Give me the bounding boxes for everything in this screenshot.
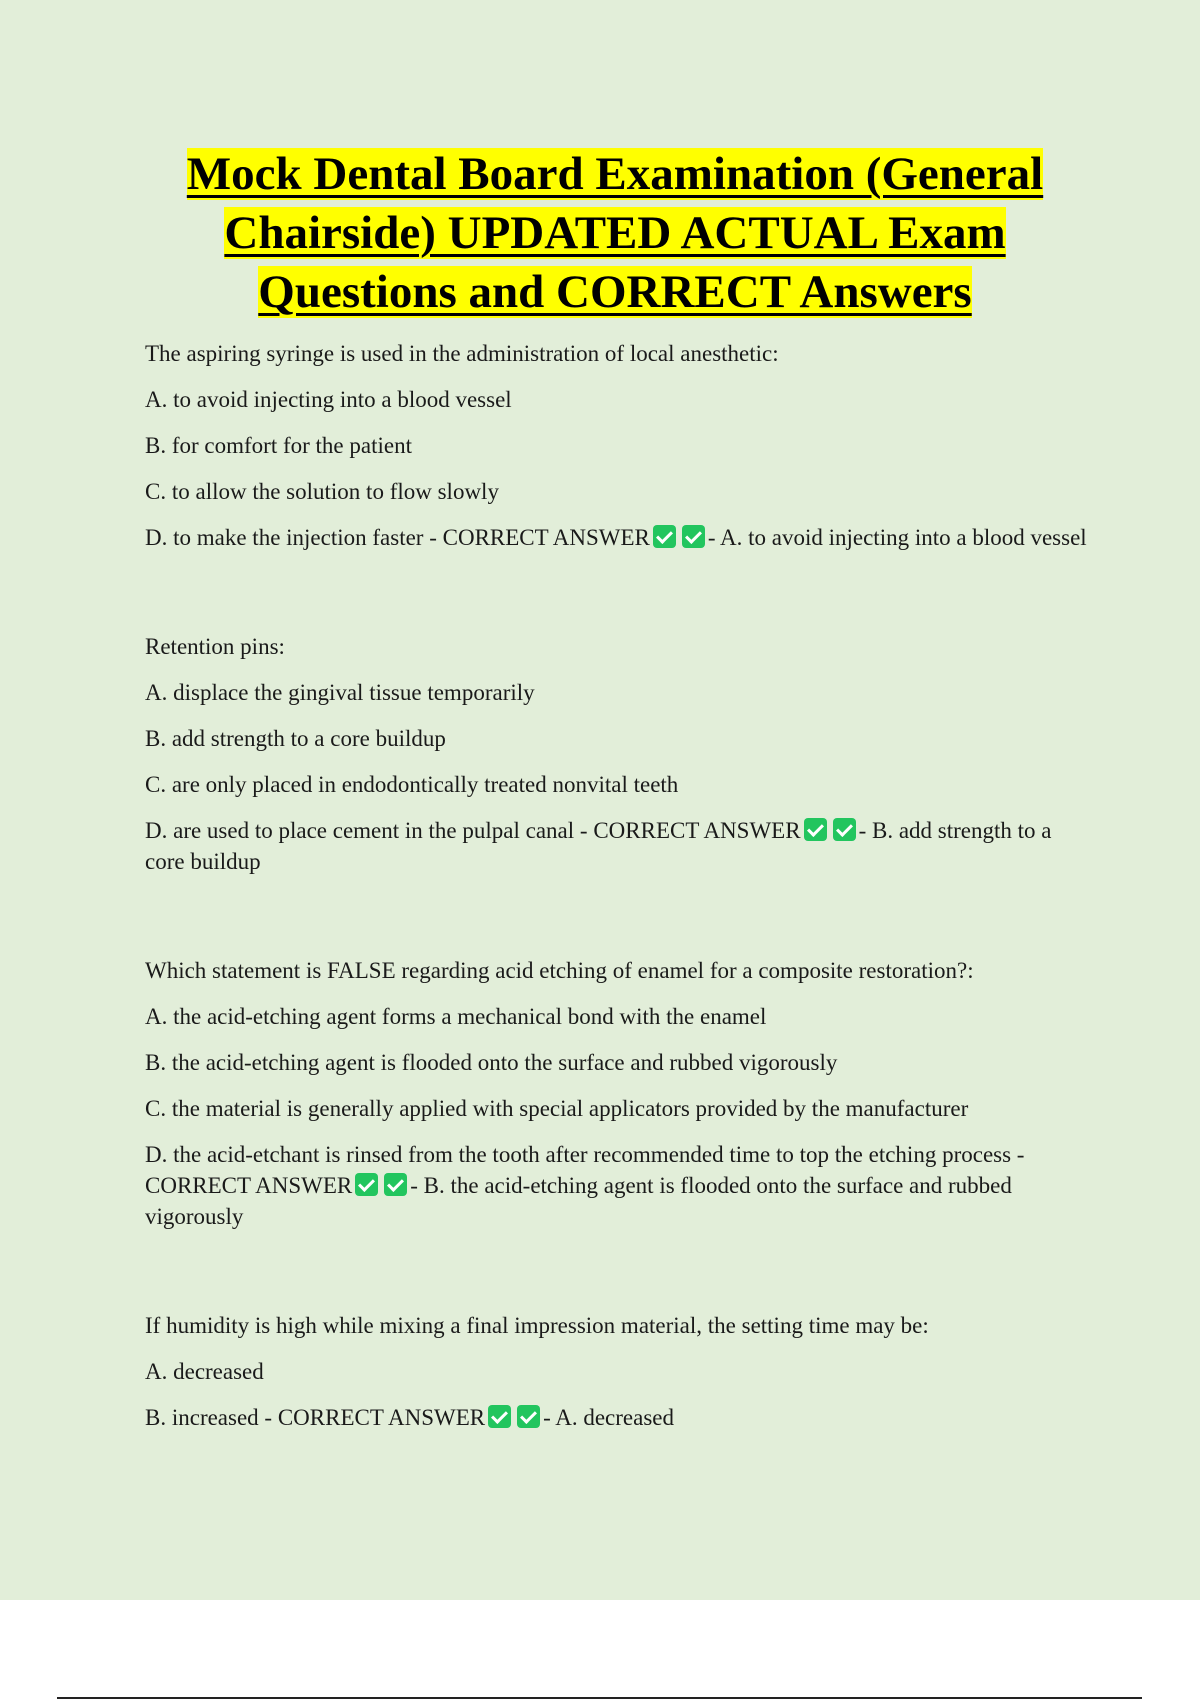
document-title xyxy=(140,145,1090,322)
option-b: B. increased - xyxy=(145,1405,278,1430)
option-d: D. the acid-etchant is rinsed from the tooth after recommended time to top the etching process - xyxy=(145,1142,1025,1167)
question-prompt: The aspiring syringe is used in the administration of local anesthetic: xyxy=(145,341,779,366)
check-box-icon xyxy=(804,818,827,841)
option-a: A. to avoid injecting into a blood vessel xyxy=(145,387,512,412)
check-box-icon xyxy=(833,818,856,841)
title-line-2: Chairside) UPDATED ACTUAL Exam xyxy=(224,207,1006,259)
option-b: B. add strength to a core buildup xyxy=(145,726,446,751)
option-a: A. the acid-etching agent forms a mechanical bond with the enamel xyxy=(145,1004,767,1029)
check-box-icon xyxy=(682,525,705,548)
title-line-3: Questions and CORRECT Answers xyxy=(258,266,972,318)
option-b-with-answer xyxy=(145,1402,1095,1433)
question-prompt: If humidity is high while mixing a final impression material, the setting time may be: xyxy=(145,1313,929,1338)
question-4 xyxy=(145,1310,1095,1433)
option-d: D. are used to place cement in the pulpal canal - xyxy=(145,818,594,843)
option-a: A. decreased xyxy=(145,1359,264,1384)
question-prompt: Which statement is FALSE regarding acid etching of enamel for a composite restoration?: xyxy=(145,958,974,983)
correct-answer-text: - B. add strength to a core buildup xyxy=(145,818,1052,874)
option-d: D. to make the injection faster - xyxy=(145,525,443,550)
check-box-icon xyxy=(488,1405,511,1428)
correct-answer-marker: CORRECT ANSWER xyxy=(442,525,650,550)
option-c: C. the material is generally applied with special applicators provided by the manufacturer xyxy=(145,1096,969,1121)
question-spacer xyxy=(145,1232,1095,1310)
option-a: A. displace the gingival tissue temporarily xyxy=(145,680,535,705)
check-box-icon xyxy=(653,525,676,548)
question-spacer xyxy=(145,553,1095,631)
option-b: B. the acid-etching agent is flooded onto the surface and rubbed vigorously xyxy=(145,1050,838,1075)
title-line-1: Mock Dental Board Examination (General xyxy=(186,148,1044,200)
correct-answer-marker: CORRECT ANSWER xyxy=(593,818,801,843)
check-box-icon xyxy=(355,1173,378,1196)
correct-answer-text: - A. decreased xyxy=(543,1405,674,1430)
option-c: C. to allow the solution to flow slowly xyxy=(145,479,499,504)
question-1 xyxy=(145,338,1095,553)
check-box-icon xyxy=(384,1173,407,1196)
option-b: B. for comfort for the patient xyxy=(145,433,412,458)
question-prompt: Retention pins: xyxy=(145,634,285,659)
question-spacer xyxy=(145,877,1095,955)
question-3 xyxy=(145,955,1095,1232)
question-2 xyxy=(145,631,1095,877)
correct-answer-text: - A. to avoid injecting into a blood vessel xyxy=(707,525,1087,550)
option-d-with-answer xyxy=(145,522,1095,553)
question-list xyxy=(145,338,1095,1433)
check-box-icon xyxy=(517,1405,540,1428)
footer-divider xyxy=(57,1697,1142,1699)
correct-answer-marker: CORRECT ANSWER xyxy=(277,1405,486,1430)
option-c: C. are only placed in endodontically treated nonvital teeth xyxy=(145,772,679,797)
correct-answer-text: - B. the acid-etching agent is flooded onto the surface and rubbed vigorously xyxy=(145,1173,1012,1229)
option-d-with-answer xyxy=(145,815,1095,877)
correct-answer-marker: CORRECT ANSWER xyxy=(145,1173,353,1198)
option-d-with-answer xyxy=(145,1139,1095,1232)
